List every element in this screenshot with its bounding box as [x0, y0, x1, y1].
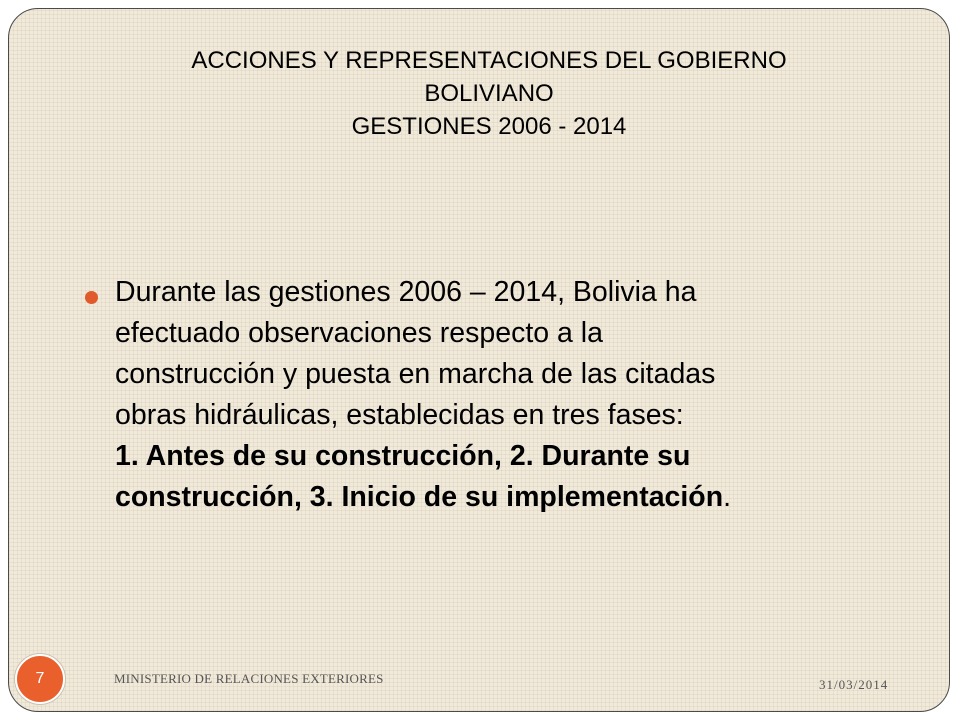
body-line-3: construcción y puesta en marcha de las citadas — [115, 358, 716, 390]
body-line-5: 1. Antes de su construcción, 2. Durante su — [115, 440, 691, 472]
page-number-badge: 7 — [15, 654, 65, 704]
bullet-dot-icon — [85, 291, 98, 304]
body-line-4: obras hidráulicas, establecidas en tres fases: — [115, 399, 684, 431]
body-line-6-bold: construcción, 3. Inicio de su implementación — [115, 481, 724, 513]
slide-title — [69, 44, 909, 143]
body-line-6-end: . — [723, 481, 732, 513]
bullet-paragraph — [115, 272, 875, 518]
title-line-3: GESTIONES 2006 - 2014 — [351, 113, 627, 140]
footer-organization: MINISTERIO DE RELACIONES EXTERIORES — [114, 671, 384, 686]
slide-frame — [8, 8, 950, 712]
footer-date: 31/03/2014 — [819, 677, 889, 692]
title-line-2: BOLIVIANO — [424, 80, 554, 107]
body-line-2: efectuado observaciones respecto a la — [115, 317, 603, 349]
title-line-1: ACCIONES Y REPRESENTACIONES DEL GOBIERNO — [191, 47, 787, 74]
body-line-1: Durante las gestiones 2006 – 2014, Bolivia ha — [115, 276, 697, 308]
body-line-6 — [115, 477, 875, 518]
